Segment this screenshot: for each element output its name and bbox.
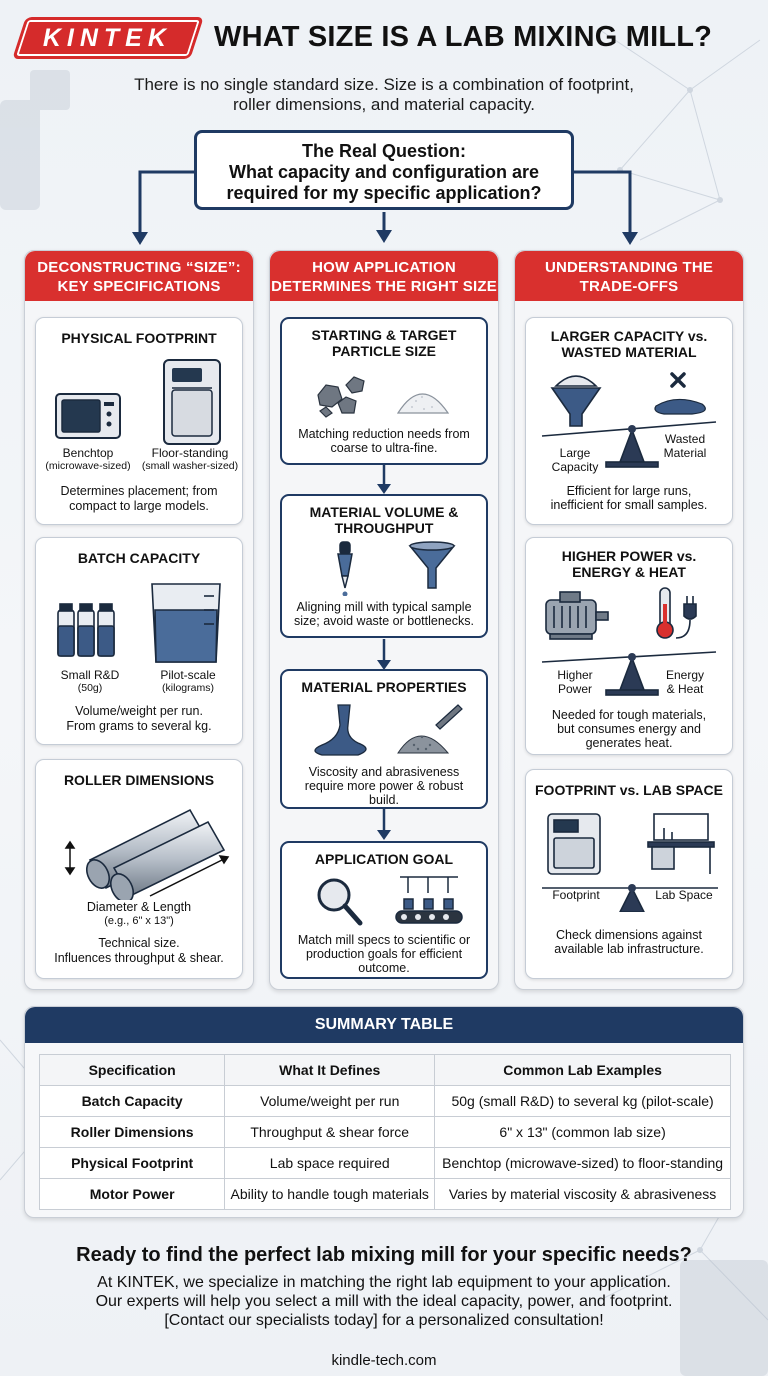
flow-connectors <box>0 0 768 250</box>
benchtop-label: Benchtop <box>62 446 114 460</box>
card-desc-2: require more power & robust <box>304 779 464 793</box>
card-desc-1: Volume/weight per run. <box>75 704 203 718</box>
left-weight-label-1: Large <box>559 446 591 460</box>
cta-line-2: Our experts will help you select a mill with the ideal capacity, power, and footprint. <box>95 1293 673 1310</box>
card-desc-2: size; avoid waste or bottlenecks. <box>294 614 474 628</box>
question-line-3: required for my specific application? <box>226 183 542 203</box>
table-row <box>40 1148 731 1179</box>
left-weight-label-2: Power <box>557 682 592 696</box>
table-cell: Physical Footprint <box>40 1148 225 1179</box>
column-header: Common Lab Examples <box>435 1055 731 1086</box>
card-desc-1: Aligning mill with typical sample <box>296 600 472 614</box>
card-title: PHYSICAL FOOTPRINT <box>61 330 217 346</box>
right-weight-label-2: & Heat <box>666 682 704 696</box>
pilot-scale-sublabel: (kilograms) <box>162 682 214 694</box>
table-cell: Throughput & shear force <box>225 1117 435 1148</box>
card-desc-1: Viscosity and abrasiveness <box>308 765 460 779</box>
card-title-2: WASTED MATERIAL <box>561 344 697 360</box>
vials-and-beaker-icon <box>52 576 232 670</box>
column-key-specifications <box>24 250 254 990</box>
summary-table <box>39 1054 731 1210</box>
card-desc-1: Determines placement; from <box>60 484 218 498</box>
table-cell: Benchtop (microwave-sized) to floor-standing <box>435 1148 731 1179</box>
logo-text: KINTEK <box>43 23 173 52</box>
card-desc-3: generates heat. <box>585 736 673 750</box>
real-question-box <box>194 130 574 210</box>
card-desc-2: available lab infrastructure. <box>554 942 704 956</box>
question-line-1: The Real Question: <box>301 141 467 161</box>
card-title-1: STARTING & TARGET <box>311 327 457 343</box>
card-desc-1: Efficient for large runs, <box>566 484 692 498</box>
card-desc-3: outcome. <box>358 961 410 975</box>
right-weight-label-1: Energy <box>665 668 705 682</box>
card-desc-1: Needed for tough materials, <box>551 708 707 722</box>
card-title: MATERIAL PROPERTIES <box>301 679 467 695</box>
table-cell: Varies by material viscosity & abrasiveness <box>435 1179 731 1210</box>
intro-line-2: roller dimensions, and material capacity. <box>232 95 536 114</box>
table-cell: Batch Capacity <box>40 1086 225 1117</box>
benchtop-and-floor-mill-icon <box>52 358 232 448</box>
table-cell: Lab space required <box>225 1148 435 1179</box>
roller-sublabel: (e.g., 6" x 13") <box>104 915 174 927</box>
column-header <box>270 251 498 301</box>
question-line-2: What capacity and configuration are <box>228 162 540 182</box>
website-link[interactable]: kindle-tech.com <box>331 1352 437 1369</box>
card-title-2: THROUGHPUT <box>334 520 434 536</box>
right-weight-label-2: Material <box>663 446 707 460</box>
card-title-1: HIGHER POWER vs. <box>561 548 697 564</box>
footprint-label: Footprint <box>552 888 600 902</box>
table-header-row <box>40 1055 731 1086</box>
card-title: FOOTPRINT vs. LAB SPACE <box>535 782 723 798</box>
table-cell: 50g (small R&D) to several kg (pilot-scale) <box>435 1086 731 1117</box>
card-desc-3: build. <box>369 793 399 807</box>
card-desc-2: Influences throughput & shear. <box>54 951 224 965</box>
cta-paragraph <box>0 1273 768 1330</box>
card-desc-2: compact to large models. <box>69 499 209 513</box>
card-particle-size <box>280 317 488 465</box>
column-header-line-2: TRADE-OFFS <box>579 278 679 295</box>
column-header-line-1: HOW APPLICATION <box>312 259 456 276</box>
card-batch-capacity <box>35 537 243 745</box>
pilot-scale-label: Pilot-scale <box>160 668 216 682</box>
contact-specialists-link[interactable]: [Contact our specialists today] for a personalized consultation! <box>164 1312 604 1329</box>
card-title-1: MATERIAL VOLUME & <box>309 504 459 520</box>
card-desc-2: From grams to several kg. <box>66 719 212 733</box>
rollers-icon <box>50 800 234 900</box>
floor-standing-label: Floor-standing <box>151 446 229 460</box>
card-desc-1: Check dimensions against <box>556 928 702 942</box>
card-desc-1: Technical size. <box>98 936 180 950</box>
card-application-goal <box>280 841 488 979</box>
column-header <box>515 251 743 301</box>
floor-standing-sublabel: (small washer-sized) <box>141 460 239 472</box>
table-row <box>40 1179 731 1210</box>
card-desc-2: but consumes energy and <box>557 722 701 736</box>
cta-heading: Ready to find the perfect lab mixing mill for your specific needs? <box>76 1244 692 1266</box>
page-title: WHAT SIZE IS A LAB MIXING MILL? <box>214 21 713 53</box>
card-power-vs-heat <box>525 537 733 755</box>
card-desc-1: Match mill specs to scientific or <box>297 933 471 947</box>
column-header-line-2: DETERMINES THE RIGHT SIZE <box>271 278 497 295</box>
benchtop-sublabel: (microwave-sized) <box>45 460 131 472</box>
card-desc-2: production goals for efficient <box>305 947 463 961</box>
roller-label: Diameter & Length <box>86 900 192 914</box>
right-weight-label-1: Wasted <box>664 432 706 446</box>
table-row <box>40 1117 731 1148</box>
cta-line-1: At KINTEK, we specialize in matching the right lab equipment to your application. <box>97 1274 671 1291</box>
card-desc-2: coarse to ultra-fine. <box>330 441 438 455</box>
summary-title: SUMMARY TABLE <box>25 1007 743 1043</box>
column-header <box>25 251 253 301</box>
intro-line-1: There is no single standard size. Size is a combination of footprint, <box>134 75 634 94</box>
left-weight-label-2: Capacity <box>551 460 599 474</box>
table-cell: Motor Power <box>40 1179 225 1210</box>
card-title-2: ENERGY & HEAT <box>572 564 686 580</box>
card-capacity-vs-waste <box>525 317 733 525</box>
left-weight-label-1: Higher <box>557 668 593 682</box>
summary-table-panel <box>24 1006 744 1218</box>
table-cell: Volume/weight per run <box>225 1086 435 1117</box>
card-title: APPLICATION GOAL <box>314 851 454 867</box>
card-title-2: PARTICLE SIZE <box>332 343 436 359</box>
column-header-line-1: DECONSTRUCTING “SIZE”: <box>37 259 241 276</box>
application-flow-arrows <box>370 464 398 844</box>
table-cell: Ability to handle tough materials <box>225 1179 435 1210</box>
table-cell: 6" x 13" (common lab size) <box>435 1117 731 1148</box>
card-title: BATCH CAPACITY <box>77 550 201 566</box>
magnifier-and-production-line-icon <box>312 871 464 929</box>
card-title: ROLLER DIMENSIONS <box>63 772 215 788</box>
column-header: What It Defines <box>225 1055 435 1086</box>
column-header-line-1: UNDERSTANDING THE <box>544 259 714 276</box>
coarse-and-fine-particles-icon <box>312 367 462 419</box>
card-title-1: LARGER CAPACITY vs. <box>550 328 708 344</box>
card-physical-footprint <box>35 317 243 525</box>
card-desc-1: Matching reduction needs from <box>298 427 470 441</box>
column-header-line-2: KEY SPECIFICATIONS <box>57 278 221 295</box>
lab-space-label: Lab Space <box>655 888 713 902</box>
table-cell: Roller Dimensions <box>40 1117 225 1148</box>
small-rd-sublabel: (50g) <box>77 682 103 694</box>
column-trade-offs <box>514 250 744 990</box>
card-footprint-vs-lab-space <box>525 769 733 979</box>
column-header: Specification <box>40 1055 225 1086</box>
card-roller-dimensions <box>35 759 243 979</box>
table-row <box>40 1086 731 1117</box>
card-desc-2: inefficient for small samples. <box>550 498 708 512</box>
small-rd-label: Small R&D <box>60 668 120 682</box>
